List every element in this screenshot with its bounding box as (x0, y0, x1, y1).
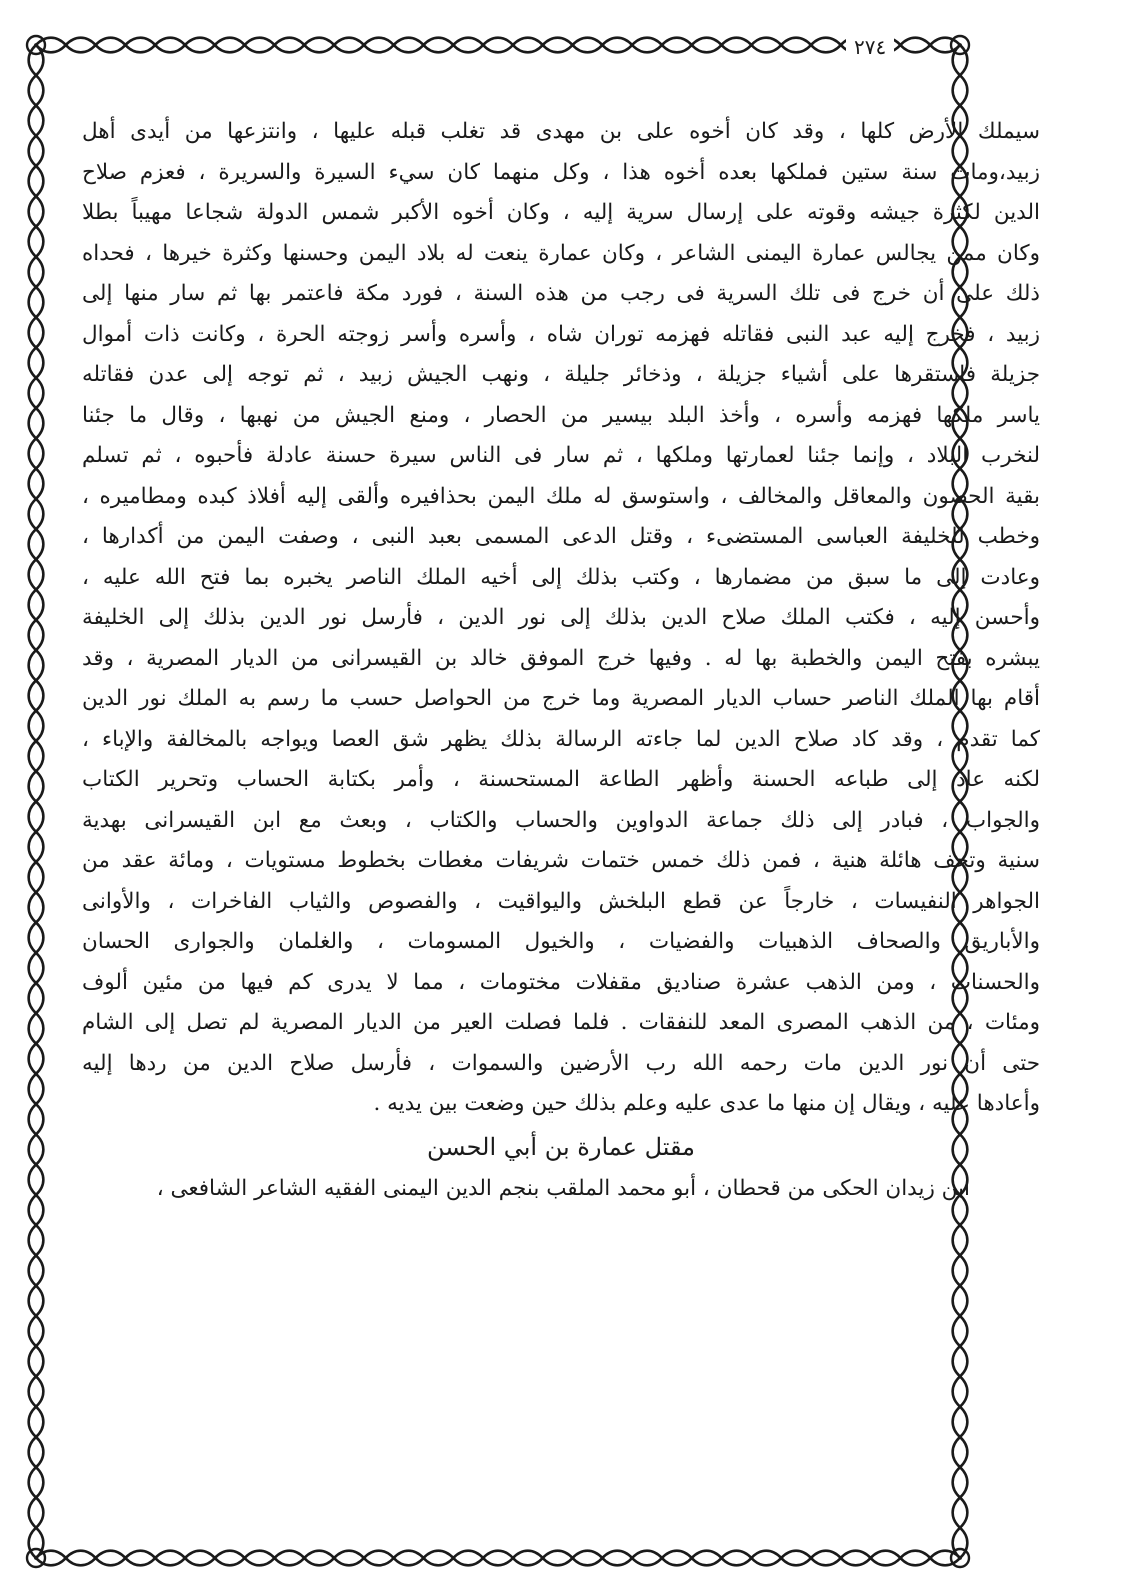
text-line: زبيد ، فخرج إليه عبد النبى فقاتله فهزمه توران شاه ، وأسره وأسر زوجته الحرة ، وكانت ذات أموال (82, 321, 1040, 347)
text-line: الدين لكثرة جيشه وقوته على إرسال سرية إليه ، وكان أخوه الأكبر شمس الدولة شجاعا مهيباً بطلا (82, 200, 1040, 225)
text-line: كما تقدم ، وقد كاد صلاح الدين لما جاءته الرسالة بذلك يظهر شق العصا ويواجه بالمخالفة والإباء ، (82, 726, 1040, 752)
text-line: أقام بها الملك الناصر حساب الديار المصرية وما خرج من الحواصل حسب ما رسم به الملك نور الدين (82, 686, 1040, 711)
text-line: وخطب للخليفة العباسى المستضىء ، وقتل الدعى المسمى بعبد النبى ، وصفت اليمن من أكدارها ، (82, 524, 1040, 549)
text-line: بقية الحصون والمعاقل والمخالف ، واستوسق له ملك اليمن بحذافيره وألقى إليه أفلاذ كبده ومطاميره ، (82, 483, 1040, 509)
text-line: والأباريق والصحاف الذهبيات والفضيات ، والخيول المسومات ، والغلمان والجوارى الحسان (82, 929, 1040, 954)
text-line: ومئات ، من الذهب المصرى المعد للنفقات . فلما فصلت العير من الديار المصرية لم تصل إلى الشام (82, 1010, 1040, 1035)
text-line: لكنه عاد إلى طباعه الحسنة وأظهر الطاعة المستحسنة ، وأمر بكتابة الحساب وتحرير الكتاب (82, 767, 1040, 792)
page-number: ٢٧٤ (846, 32, 894, 62)
text-line: وأعادها عليه ، ويقال إن منها ما عدى عليه وعلم بذلك حين وضعت بين يديه . (373, 1091, 1040, 1116)
text-line: وأحسن إليه ، فكتب الملك صلاح الدين بذلك إلى نور الدين ، فأرسل نور الدين بذلك إلى الخليفة (82, 605, 1040, 630)
text-line: وكان ممن يجالس عمارة اليمنى الشاعر ، وكان عمارة ينعت له بلاد اليمن وحسنها وكثرة خيرها ، فحداه (82, 240, 1040, 266)
text-line: الجواهر النفيسات ، خارجاً عن قطع البلخش واليواقيت ، والفصوص والثياب الفاخرات ، والأوانى (82, 888, 1040, 914)
text-line: لنخرب البلاد ، وإنما جئنا لعمارتها وملكها ، ثم سار فى الناس سيرة حسنة عادلة فأحبوه ، ثم تسلم (82, 443, 1040, 468)
text-line: والجواب ، فبادر إلى ذلك جماعة الدواوين والحساب والكتاب ، وبعث مع ابن القيسرانى بهدية (82, 807, 1040, 833)
text-line: سنية وتحف هائلة هنية ، فمن ذلك خمس ختمات شريفات مغطات بخطوط مستويات ، ومائة عقد من (82, 848, 1040, 873)
body-text (82, 112, 1040, 1125)
text-line: ذلك على أن خرج فى تلك السرية فى رجب من هذه السنة ، فورد مكة فاعتمر بها ثم سار منها إلى (82, 281, 1040, 306)
text-line: ياسر ملكها فهزمه وأسره ، وأخذ البلد بيسير من الحصار ، ومنع الجيش من نهبها ، وقال ما جئنا (82, 402, 1040, 428)
page-text (82, 112, 1040, 1582)
border-top (34, 38, 962, 53)
text-line: حتى أن نور الدين مات رحمه الله رب الأرضين والسموات ، فأرسل صلاح الدين من ردها إليه (82, 1050, 1040, 1076)
text-line: وعادت إلى ما سبق من مضمارها ، وكتب بذلك إلى أخيه الملك الناصر يخبره بما فتح الله عليه ، (82, 564, 1040, 590)
text-line: سيملك الأرض كلها ، وقد كان أخوه على بن مهدى قد تغلب قبله عليها ، وانتزعها من أيدى أهل (82, 119, 1040, 144)
text-line: ابن زيدان الحكى من قحطان ، أبو محمد الملقب بنجم الدين اليمنى الفقيه الشاعر الشافعى ، (156, 1175, 970, 1201)
border-left (29, 43, 44, 1560)
text-line: زبيد،ومات سنة ستين فملكها بعده أخوه هذا ، وكل منهما كان سيء السيرة والسريرة ، فعزم صلاح (82, 159, 1040, 185)
section-heading: مقتل عمارة بن أبي الحسن (426, 1132, 696, 1161)
text-line: والحسنات ، ومن الذهب عشرة صناديق مقفلات مختومات ، مما لا يدرى كم فيها من مئين ألوف (82, 969, 1040, 995)
text-line: جزيلة فاستقرها على أشياء جزيلة ، وذخائر جليلة ، ونهب الجيش زبيد ، ثم توجه إلى عدن فقاتله (82, 362, 1040, 387)
text-line: يبشره بفتح اليمن والخطبة بها له . وفيها خرج الموفق خالد بن القيسرانى من الديار المصرية ، وقد (82, 645, 1041, 671)
